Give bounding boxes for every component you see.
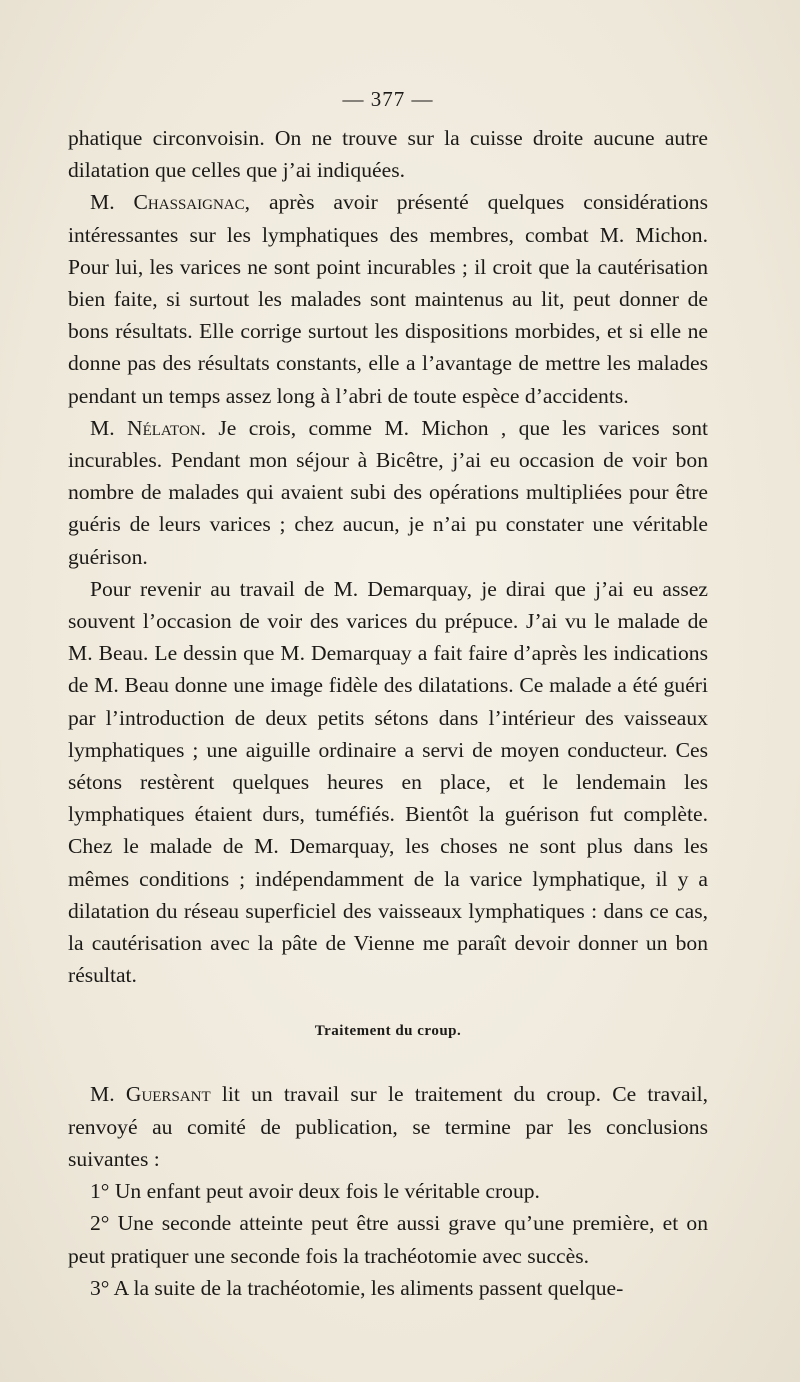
conclusion-item-1 (68, 1175, 708, 1207)
speaker-name: Nélaton (126, 415, 201, 440)
paragraph-text: , après avoir présenté quelques considérations intéressantes sur les lymphatiques des membres, combat M. Michon. Pour lui, les varices ne sont point incurables ; il croit que la cautérisation bien faite, si surtout les malades sont maintenus au lit, peut donner de bons résultats. Elle corrige surtout les dispositions morbides, et si elle ne donne pas des résultats constants, elle a l’avantage de mettre les malades pendant un temps assez long à l’abri de toute espèce d’accidents. (68, 190, 708, 408)
conclusion-item-3 (68, 1272, 708, 1304)
paragraph-text: 2° Une seconde atteinte peut être aussi grave qu’une première, et on peut pratiquer une seconde fois la trachéotomie avec succès. (68, 1211, 708, 1268)
paragraph-text: 1° Un enfant peut avoir deux fois le véritable croup. (90, 1179, 540, 1204)
section-heading: Traitement du croup. (314, 1023, 462, 1040)
speaker-title: M. (90, 415, 127, 440)
paragraph-text: lit un travail sur le traitement du croup. Ce travail, renvoyé au comité de publication, se termine par les conclusions suivantes : (68, 1082, 708, 1171)
paragraph-text: Pour revenir au travail de M. Demarquay, je dirai que j’ai eu assez souvent l’occasion de voir des varices du prépuce. J’ai vu le malade de M. Beau. Le dessin que M. Demarquay a fait faire d’après les indications de M. Beau donne une image fidèle des dilatations. Ce malade a été guéri par l’introduction de deux petits sétons dans l’intérieur des vaisseaux lymphatiques ; une aiguille ordinaire a servi de moyen conducteur. Ces sétons restèrent quelques heures en place, et le lendemain les lymphatiques étaient durs, tuméfiés. Bientôt la guérison fut complète. Chez le malade de M. Demarquay, les choses ne sont plus dans les mêmes conditions ; indépendamment de la varice lymphatique, il y a dilatation du réseau superficiel des vaisseaux lymphatiques : dans ce cas, la cautérisation avec la pâte de Vienne me paraît devoir donner un bon résultat. (68, 576, 708, 988)
paragraph-guersant (68, 1078, 708, 1175)
paragraph-text: . Je crois, comme M. Michon , que les varices sont incurables. Pendant mon séjour à Bicêtre, j’ai eu occasion de voir bon nombre de malades qui avaient subi des opérations multipliées pour être guéris de leurs varices ; chez aucun, je n’ai pu constater une véritable guérison. (68, 415, 709, 569)
speaker-name: Guersant (125, 1082, 211, 1107)
paragraph-nelaton (68, 412, 708, 573)
speaker-name: Chassaignac (133, 190, 245, 215)
paragraph-chassaignac (68, 186, 708, 411)
page-number: — 377 — (342, 87, 434, 111)
speaker-title: M. (90, 1082, 126, 1107)
speaker-title: M. (90, 190, 134, 215)
paragraph-demarquay (68, 573, 708, 992)
paragraph-text: phatique circonvoisin. On ne trouve sur la cuisse droite aucune autre dilatation que celles que j’ai indiquées. (68, 126, 708, 183)
conclusion-item-2 (68, 1207, 708, 1271)
paragraph-text: 3° A la suite de la trachéotomie, les aliments passent quelque- (90, 1275, 624, 1300)
paragraph-continuation (68, 122, 708, 186)
